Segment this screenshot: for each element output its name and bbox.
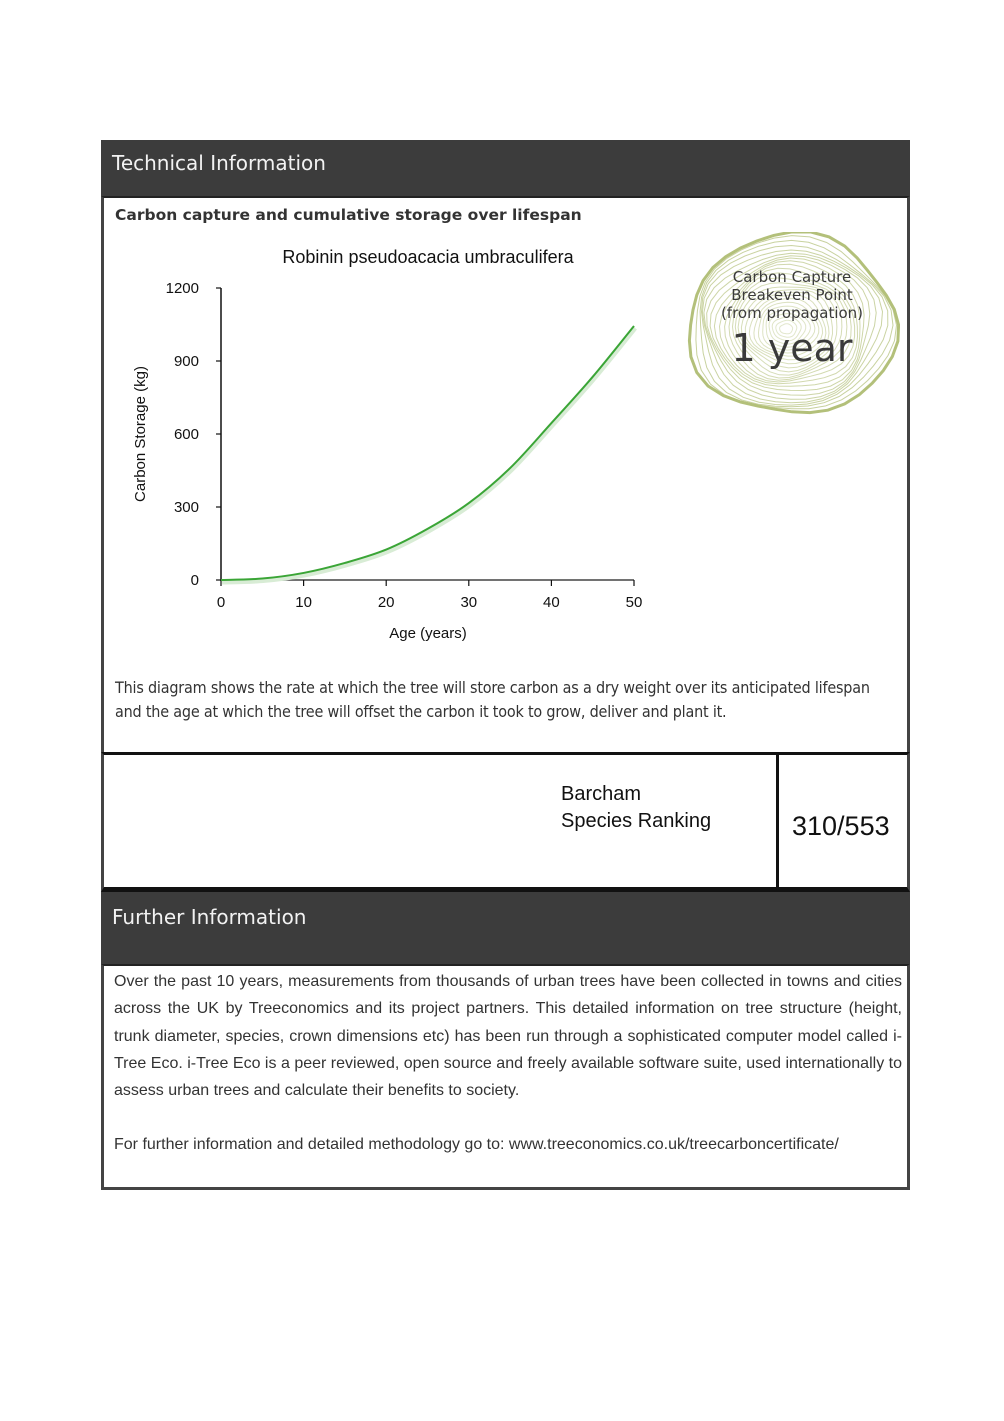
chart-description: This diagram shows the rate at which the tree will store carbon as a dry weight over its anticipated lifespan and the age at which the tree will offset the carbon it took to grow, deliver and plant it. xyxy=(115,678,870,721)
species-ranking-row xyxy=(101,752,910,892)
further-information-title: Further Information xyxy=(112,905,307,929)
species-ranking-label xyxy=(561,781,711,835)
methodology-link-text[interactable]: For further information and detailed methodology go to: www.treeconomics.co.uk/treecarboncertificate/ xyxy=(114,1136,839,1154)
ranking-label-line-1: Barcham xyxy=(561,783,642,805)
badge-line-2: Breakeven Point xyxy=(731,286,853,304)
svg-text:0: 0 xyxy=(216,594,226,611)
badge-line-1: Carbon Capture xyxy=(732,268,852,286)
svg-text:50: 50 xyxy=(625,594,643,611)
technical-information-title: Technical Information xyxy=(112,151,326,175)
svg-text:300: 300 xyxy=(173,499,199,516)
chart-title: Robinin pseudoacacia umbraculifera xyxy=(282,247,574,267)
species-ranking-value: 310/553 xyxy=(792,811,890,841)
svg-text:40: 40 xyxy=(543,594,560,611)
svg-text:0: 0 xyxy=(190,572,199,589)
further-information-header xyxy=(101,892,910,964)
svg-text:30: 30 xyxy=(460,594,478,611)
ranking-label-line-2: Species Ranking xyxy=(561,810,712,832)
curve-shadow xyxy=(222,328,635,582)
svg-text:900: 900 xyxy=(173,353,199,370)
svg-text:10: 10 xyxy=(295,594,312,611)
carbon-storage-line xyxy=(221,326,634,580)
svg-text:20: 20 xyxy=(377,594,395,611)
svg-text:600: 600 xyxy=(173,426,199,443)
further-information-panel xyxy=(101,964,910,1190)
badge-line-3: (from propagation) xyxy=(720,304,864,322)
y-tick-labels xyxy=(166,280,221,589)
x-axis-label: Age (years) xyxy=(389,625,467,642)
breakeven-badge xyxy=(684,268,900,370)
further-information-paragraph: Over the past 10 years, measurements from thousands of urban trees have been collected in towns and cities across the UK by Treeconomics and its project partners. This detailed information on tree structure (height, trunk diameter, species, crown dimensions etc) has been run through a sophisticated computer model called i-Tree Eco. i-Tree Eco is a peer reviewed, open source and freely available software suite, used internationally to assess urban trees and calculate their benefits to society. xyxy=(114,973,902,1100)
x-tick-labels xyxy=(217,580,643,611)
svg-text:1200: 1200 xyxy=(165,280,199,297)
breakeven-value: 1 year xyxy=(731,326,853,370)
chart-section-subtitle: Carbon capture and cumulative storage over lifespan xyxy=(115,206,582,224)
y-axis-label: Carbon Storage (kg) xyxy=(132,366,149,502)
ranking-divider xyxy=(776,755,779,887)
